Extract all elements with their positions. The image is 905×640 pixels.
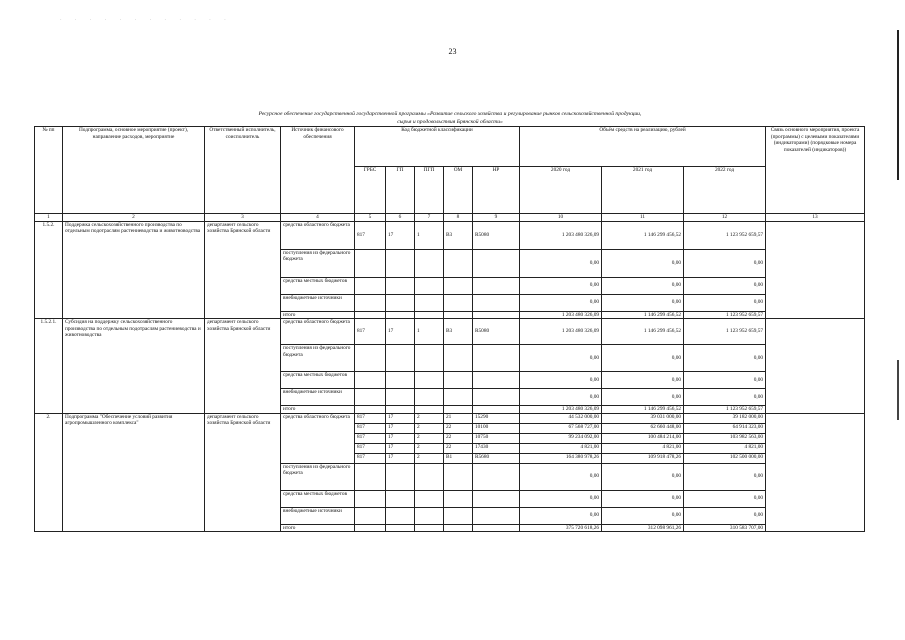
cell-2020: 1 203 480 326,09 <box>520 221 602 249</box>
column-number: 3 <box>205 214 281 222</box>
cell-om: 21 <box>444 413 473 423</box>
header-kbk: Код бюджетной классификации <box>355 127 520 167</box>
cell-om: В1 <box>444 453 473 463</box>
cell-2022: 0,00 <box>684 372 766 389</box>
cell-2021: 4 821,00 <box>602 443 684 453</box>
cell-om: 22 <box>444 443 473 453</box>
cell-2022: 0,00 <box>684 389 766 406</box>
cell-om: 22 <box>444 423 473 433</box>
document-caption <box>150 110 750 126</box>
cell-grbs: 817 <box>355 221 386 249</box>
source-regional: средства областного бюджета <box>281 413 355 463</box>
caption-line-2: сырья и продовольствия Брянской области» <box>397 119 503 125</box>
cell-2021: 39 031 000,00 <box>602 413 684 423</box>
cell-2021: 0,00 <box>602 463 684 490</box>
cell-2022: 0,00 <box>684 490 766 507</box>
source-federal: поступления из федерального бюджета <box>281 249 355 277</box>
cell-om: В3 <box>444 221 473 249</box>
scan-artifact-marks: · · · · · · · · · · · · <box>60 18 232 23</box>
header-volume: Объём средств на реализацию, рублей <box>520 127 766 167</box>
cell-gp: 17 <box>386 433 415 443</box>
cell-nr: 17430 <box>473 443 520 453</box>
source-total: итого <box>281 311 355 319</box>
column-number: 4 <box>281 214 355 222</box>
cell-gp: 17 <box>386 319 415 345</box>
cell-2022: 1 123 952 659,57 <box>684 221 766 249</box>
header-gp: ГП <box>386 167 415 214</box>
cell-2020-total: 1 203 480 326,09 <box>520 311 602 319</box>
cell-2021: 0,00 <box>602 490 684 507</box>
cell-pgp: 2 <box>415 453 444 463</box>
cell-2021: 0,00 <box>602 294 684 311</box>
cell-2020: 44 532 000,00 <box>520 413 602 423</box>
header-nr: НР <box>473 167 520 214</box>
cell-om: В3 <box>444 319 473 345</box>
cell-nr: R5080 <box>473 319 520 345</box>
block-1-5-2 <box>35 221 865 319</box>
table-header <box>35 127 865 222</box>
cell-gp: 17 <box>386 443 415 453</box>
cell-2022-total: 1 123 952 659,57 <box>684 311 766 319</box>
cell-2021: 0,00 <box>602 277 684 294</box>
cell-2020: 99 234 092,00 <box>520 433 602 443</box>
header-2021: 2021 год <box>602 167 684 214</box>
cell-2020: 4 821,00 <box>520 443 602 453</box>
cell-2022: 0,00 <box>684 277 766 294</box>
source-local: средства местных бюджетов <box>281 490 355 507</box>
block-name: Поддержка сельскохозяйственного производства по отдельным подотраслям растениеводства и животноводства <box>63 221 205 319</box>
cell-2022-total: 310 583 707,00 <box>684 524 766 532</box>
cell-link <box>766 221 865 319</box>
source-offbudget: внебюджетные источники <box>281 294 355 311</box>
cell-link <box>766 413 865 532</box>
block-name: Субсидия на поддержку сельскохозяйственного производства по отдельным подотраслям растениеводства и животноводства <box>63 319 205 414</box>
cell-2020: 0,00 <box>520 345 602 372</box>
header-om: ОМ <box>444 167 473 214</box>
cell-2021-total: 1 146 299 456,52 <box>602 406 684 414</box>
cell-2022-total: 1 123 952 659,57 <box>684 406 766 414</box>
cell-link <box>766 319 865 414</box>
cell-2020: 0,00 <box>520 249 602 277</box>
cell-2021: 0,00 <box>602 249 684 277</box>
cell-grbs: 817 <box>355 453 386 463</box>
header-responsible: Ответственный исполнитель, соисполнитель <box>205 127 281 214</box>
source-offbudget: внебюджетные источники <box>281 389 355 406</box>
cell-gp: 17 <box>386 423 415 433</box>
source-federal: поступления из федерального бюджета <box>281 463 355 490</box>
header-grbs: ГРБС <box>355 167 386 214</box>
header-2022: 2022 год <box>684 167 766 214</box>
cell-2022: 39 182 000,00 <box>684 413 766 423</box>
cell-2020: 0,00 <box>520 463 602 490</box>
column-number: 10 <box>520 214 602 222</box>
cell-2022: 64 914 323,00 <box>684 423 766 433</box>
column-numbers-row <box>35 214 865 222</box>
cell-2022: 102 500 000,00 <box>684 453 766 463</box>
block-responsible: департамент сельского хозяйства Брянской области <box>205 221 281 319</box>
block-responsible: департамент сельского хозяйства Брянской области <box>205 319 281 414</box>
caption-line-1: Ресурсное обеспечение государственной государственной программы «Развитие сельского хозяйства и регулирование рынков сельскохозяйственной продукции, <box>258 111 642 117</box>
block-num: 1.5.2. <box>35 221 63 319</box>
block-num: 1.5.2.1. <box>35 319 63 414</box>
cell-2020: 0,00 <box>520 507 602 524</box>
source-federal: поступления из федерального бюджета <box>281 345 355 372</box>
source-offbudget: внебюджетные источники <box>281 507 355 524</box>
cell-2021: 1 146 299 456,52 <box>602 319 684 345</box>
cell-gp: 17 <box>386 453 415 463</box>
cell-2020: 0,00 <box>520 372 602 389</box>
cell-2022: 0,00 <box>684 249 766 277</box>
column-number: 12 <box>684 214 766 222</box>
header-program: Подпрограмма, основное мероприятие (проект), направление расходов, мероприятие <box>63 127 205 214</box>
cell-2022: 0,00 <box>684 345 766 372</box>
source-regional: средства областного бюджета <box>281 221 355 249</box>
cell-2021-total: 1 146 299 456,52 <box>602 311 684 319</box>
column-number: 1 <box>35 214 63 222</box>
column-number: 7 <box>415 214 444 222</box>
cell-om: 22 <box>444 433 473 443</box>
cell-2022: 0,00 <box>684 294 766 311</box>
header-source: Источник финансового обеспечения <box>281 127 355 214</box>
cell-2021: 109 918 478,26 <box>602 453 684 463</box>
page-number: 23 <box>448 47 457 56</box>
column-number: 8 <box>444 214 473 222</box>
cell-grbs: 817 <box>355 319 386 345</box>
resource-table <box>34 126 865 532</box>
source-regional: средства областного бюджета <box>281 319 355 345</box>
column-number: 6 <box>386 214 415 222</box>
cell-grbs: 817 <box>355 423 386 433</box>
header-num: № пп <box>35 127 63 214</box>
cell-2020-total: 375 720 618,26 <box>520 524 602 532</box>
source-local: средства местных бюджетов <box>281 277 355 294</box>
cell-2021-total: 312 098 961,26 <box>602 524 684 532</box>
cell-2020-total: 1 203 480 326,09 <box>520 406 602 414</box>
header-link: Связь основного мероприятия, проекта (программы) с целевыми показателями (индикаторами) (порядковые номера показателей (индикаторов)) <box>766 127 865 214</box>
cell-pgp: 1 <box>415 319 444 345</box>
cell-2020: 0,00 <box>520 277 602 294</box>
cell-pgp: 2 <box>415 413 444 423</box>
column-number: 9 <box>473 214 520 222</box>
cell-2020: 0,00 <box>520 294 602 311</box>
cell-nr: R5680 <box>473 453 520 463</box>
cell-grbs: 817 <box>355 433 386 443</box>
cell-pgp: 2 <box>415 423 444 433</box>
header-pgp: ПГП <box>415 167 444 214</box>
cell-2022: 4 821,00 <box>684 443 766 453</box>
cell-nr: 10100 <box>473 423 520 433</box>
cell-2020: 0,00 <box>520 490 602 507</box>
column-number: 11 <box>602 214 684 222</box>
source-local: средства местных бюджетов <box>281 372 355 389</box>
cell-2021: 1 146 299 456,52 <box>602 221 684 249</box>
cell-2021: 62 660 448,00 <box>602 423 684 433</box>
cell-2021: 0,00 <box>602 507 684 524</box>
column-number: 13 <box>766 214 865 222</box>
cell-nr: R5080 <box>473 221 520 249</box>
cell-grbs: 817 <box>355 443 386 453</box>
column-number: 2 <box>63 214 205 222</box>
cell-grbs: 817 <box>355 413 386 423</box>
cell-pgp: 1 <box>415 221 444 249</box>
block-name: Подпрограмма "Обеспечение условий развития агропромышленного комплекса" <box>63 413 205 532</box>
column-number: 5 <box>355 214 386 222</box>
cell-2021: 0,00 <box>602 372 684 389</box>
source-total: итого <box>281 524 355 532</box>
cell-2021: 0,00 <box>602 389 684 406</box>
cell-2022: 0,00 <box>684 463 766 490</box>
cell-nr: 10750 <box>473 433 520 443</box>
block-1-5-2-1 <box>35 319 865 414</box>
block-responsible: департамент сельского хозяйства Брянской области <box>205 413 281 532</box>
cell-gp: 17 <box>386 221 415 249</box>
cell-2020: 164 380 978,26 <box>520 453 602 463</box>
cell-pgp: 2 <box>415 443 444 453</box>
cell-2022: 1 123 952 659,57 <box>684 319 766 345</box>
cell-2020: 1 203 480 326,09 <box>520 319 602 345</box>
block-num: 2. <box>35 413 63 532</box>
cell-2020: 0,00 <box>520 389 602 406</box>
cell-2022: 0,00 <box>684 507 766 524</box>
cell-pgp: 2 <box>415 433 444 443</box>
source-total: итого <box>281 406 355 414</box>
cell-gp: 17 <box>386 413 415 423</box>
cell-2020: 67 568 727,00 <box>520 423 602 433</box>
scan-edge-shadow-lower <box>897 360 899 420</box>
block-2 <box>35 413 865 532</box>
cell-2021: 0,00 <box>602 345 684 372</box>
cell-nr: 15290 <box>473 413 520 423</box>
header-2020: 2020 год <box>520 167 602 214</box>
cell-2022: 103 982 563,00 <box>684 433 766 443</box>
cell-2021: 100 484 214,00 <box>602 433 684 443</box>
